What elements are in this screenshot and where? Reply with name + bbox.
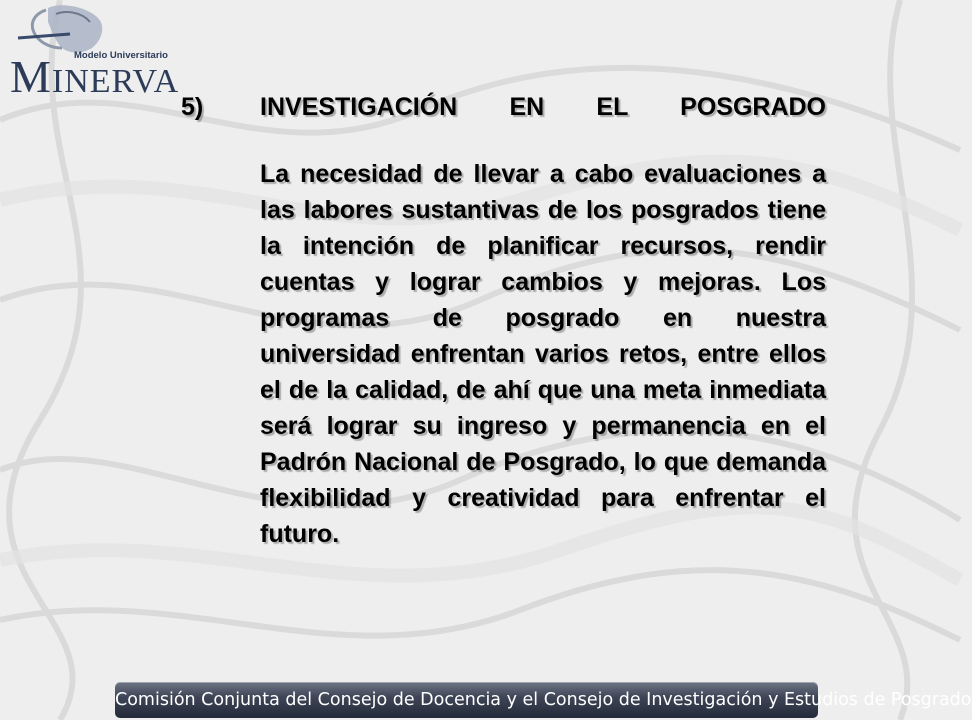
section-body: La necesidad de llevar a cabo evaluaciones a las labores sustantivas de los posgrados tiene la intención de planificar recursos, rendir cuentas y lograr cambios y mejoras. Los programas de posgrado en nuestra universidad enfrentan varios retos, entre ellos el de la calidad, de ahí que una meta inmediata será lograr su ingreso y permanencia en el Padrón Nacional de Posgrado, lo que demanda flexibilidad y creatividad para enfrentar el futuro. (260, 160, 826, 548)
logo-initial: M (10, 51, 52, 102)
logo-wordmark (10, 52, 179, 102)
section-heading: INVESTIGACIÓN EN EL POSGRADO (260, 93, 826, 121)
footer-banner: Comisión Conjunta del Consejo de Docencia y el Consejo de Investigación y Estudios de Posgrado (115, 682, 818, 718)
section-number: 5) (181, 93, 204, 121)
logo-subtitle: Modelo Universitario (74, 50, 168, 61)
logo-word-rest: INERVA (51, 63, 180, 100)
